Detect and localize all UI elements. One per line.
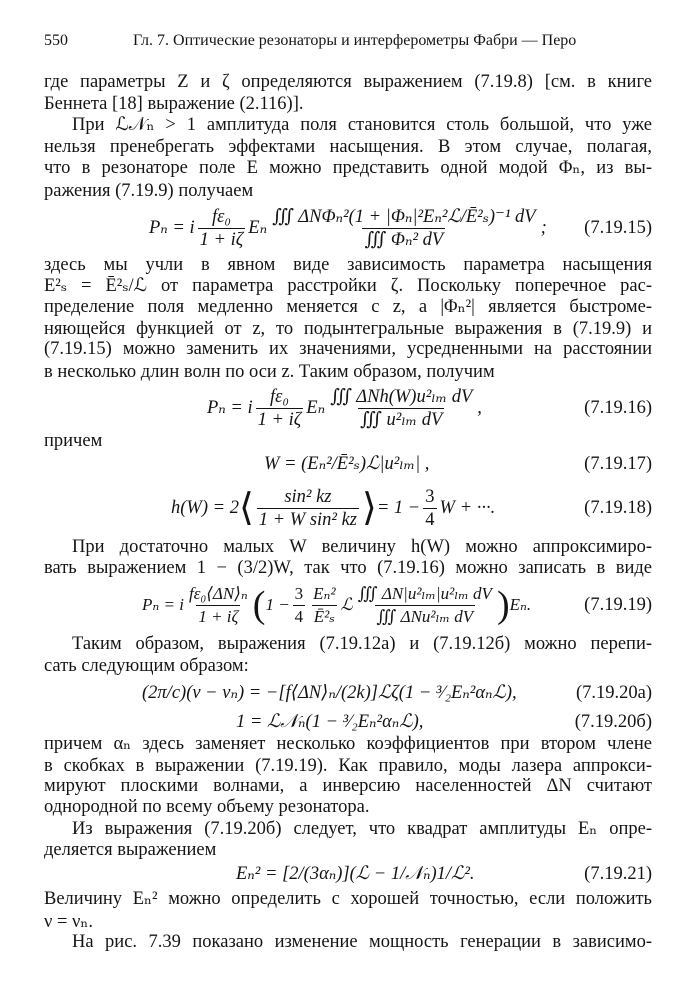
text-line: здесь мы учли в явном виде зависимость параметра насыщения <box>44 255 652 275</box>
eq-body: W = (Eₙ²/Ē²ₛ)ℒ|u²ₗₘ| , <box>264 454 430 474</box>
text-line: (7.19.15) можно заменить их значениями, усредненными на расстоянии <box>44 339 652 359</box>
equation-7-19-16 <box>207 385 652 431</box>
eq-punct: , <box>477 397 482 418</box>
text-line: вать выражением 1 − (3/2)W, так что (7.19.16) можно записать в виде <box>44 558 652 578</box>
fraction <box>328 387 474 430</box>
eq-term: 1 − <box>265 595 290 614</box>
fraction <box>293 584 306 627</box>
numerator: sin² kz <box>284 486 332 507</box>
text-line: Таким образом, выражения (7.19.12а) и (7.19.12б) можно перепи- <box>72 634 652 654</box>
fraction <box>311 584 337 627</box>
equation-number: (7.19.20б) <box>574 711 652 732</box>
fraction <box>423 487 436 530</box>
fraction <box>257 487 359 530</box>
text-line: в несколько длин волн по оси z. Таким образом, получим <box>44 362 495 382</box>
equation-7-19-17 <box>264 452 652 476</box>
denominator: 1 + iζ <box>198 606 239 626</box>
text-line: где параметры Z и ζ определяются выражением (7.19.8) [см. в книге <box>44 72 652 92</box>
text-line: При достаточно малых W величину h(W) можно аппроксимиро- <box>72 537 652 557</box>
fraction <box>198 207 246 250</box>
text-line: сать следующим образом: <box>44 656 249 676</box>
eq-lhs: h(W) = 2 <box>171 497 239 518</box>
fraction <box>187 584 250 627</box>
fraction <box>270 207 537 250</box>
numerator: fε₀⟨ΔN⟩ₙ <box>188 583 248 603</box>
equation-number: (7.19.19) <box>584 594 652 615</box>
eq-lhs: Pₙ = i <box>207 398 253 418</box>
text-line: нельзя пренебрегать эффектами насыщения. В этом случае, полагая, <box>44 137 652 157</box>
numerator: fε₀ <box>270 386 289 407</box>
numerator: 3 <box>425 486 435 507</box>
eq-term: Eₙ. <box>509 595 532 614</box>
angle-bracket-close: ⟩ <box>362 487 377 529</box>
text-line: Беннета [18] выражение (2.116)]. <box>44 94 304 114</box>
eq-body: (2π/c)(ν − νₙ) = −[f⟨ΔN⟩ₙ/(2k)]ℒζ(1 − ³⁄₂Eₙ²αₙℒ), <box>142 683 517 703</box>
text-line: Величину Eₙ² можно определить с хорошей точностью, если положить <box>44 889 652 909</box>
equation-7-19-20a <box>142 681 652 705</box>
eq-body: Eₙ² = [2/(3αₙ)](ℒ − 1/𝒩ₙ)1/ℒ². <box>236 864 475 884</box>
eq-lhs: Pₙ = i <box>142 595 184 614</box>
numerator: Eₙ² <box>313 583 336 603</box>
text-line: ражения (7.19.9) получаем <box>44 181 254 201</box>
equation-number: (7.19.21) <box>584 863 652 884</box>
equation-7-19-15 <box>149 205 652 251</box>
text-line: E²ₛ = Ē²ₛ/ℒ от параметра расстройки ζ. Поскольку поперечное рас- <box>44 276 652 296</box>
eq-rhs: = 1 − <box>376 497 421 518</box>
text-line: что в резонаторе поле E можно представить одной модой Φₙ, из вы- <box>44 158 652 178</box>
paren-open: ( <box>252 584 266 626</box>
equation-7-19-18 <box>171 485 652 531</box>
text-line: мируют плоскими волнами, а инверсию населенностей ΔN считают <box>44 776 652 796</box>
eq-punct: ; <box>540 217 547 238</box>
eq-term: ℒ <box>340 595 353 614</box>
equation-number: (7.19.18) <box>584 497 652 518</box>
numerator: ∭ ΔNh(W)u²ₗₘ dV <box>330 386 473 407</box>
equation-number: (7.19.15) <box>584 217 652 238</box>
angle-bracket-open: ⟨ <box>238 487 254 529</box>
text-line: На рис. 7.39 показано изменение мощность генерации в зависимо- <box>72 932 652 952</box>
fraction <box>256 387 304 430</box>
page-number: 550 <box>44 32 68 49</box>
eq-body: 1 = ℒ𝒩ₙ(1 − ³⁄₂Eₙ²αₙℒ), <box>236 712 424 732</box>
denominator: ∭ Φₙ² dV <box>364 229 444 250</box>
denominator: ∭ ΔNu²ₗₘ dV <box>376 606 474 626</box>
numerator: 3 <box>294 583 304 603</box>
equation-7-19-21 <box>236 862 652 886</box>
equation-number: (7.19.20а) <box>575 682 652 703</box>
text-line: однородной по всему объему резонатора. <box>44 797 370 817</box>
text-line: Из выражения (7.19.20б) следует, что квадрат амплитуды Eₙ опре- <box>72 819 652 839</box>
text-line: причем <box>44 431 103 451</box>
running-title: Гл. 7. Оптические резонаторы и интерферометры Фабри — Перо <box>133 32 577 49</box>
text-line: деляется выражением <box>44 840 217 860</box>
numerator: ∭ ΔN|u²ₗₘ|u²ₗₘ dV <box>357 583 492 603</box>
text-line: в скобках в выражении (7.19.19). Как правило, моды лазера аппрокси- <box>44 756 652 776</box>
eq-term: W + ···. <box>439 497 496 518</box>
text-line: няющейся функцией от z, то подынтегральные выражения в (7.19.9) и <box>44 319 652 339</box>
denominator: 1 + iζ <box>199 229 244 250</box>
eq-term: Eₙ <box>306 398 326 418</box>
text-line: пределение поля медленно меняется с z, а |Φₙ²| является быстроме- <box>44 297 652 317</box>
numerator: ∭ ΔNΦₙ²(1 + |Φₙ|²Eₙ²ℒ/Ē²ₛ)⁻¹ dV <box>272 206 536 227</box>
text-line: ν = νₙ. <box>44 912 94 932</box>
denominator: ∭ u²ₗₘ dV <box>360 409 443 430</box>
paren-close: ) <box>496 584 510 626</box>
equation-7-19-19 <box>142 582 652 628</box>
fraction <box>356 584 494 627</box>
numerator: fε₀ <box>212 206 231 227</box>
denominator: 1 + iζ <box>257 409 302 430</box>
equation-number: (7.19.17) <box>584 453 652 474</box>
denominator: 4 <box>425 509 435 530</box>
text-line: При ℒ𝒩ₙ > 1 амплитуда поля становится столь большой, что уже <box>72 115 652 135</box>
denominator: 1 + W sin² kz <box>258 509 357 530</box>
denominator: 4 <box>294 606 304 626</box>
eq-term: Eₙ <box>248 218 268 238</box>
eq-lhs: Pₙ = i <box>149 218 195 238</box>
equation-number: (7.19.16) <box>584 397 652 418</box>
text-line: причем αₙ здесь заменяет несколько коэффициентов при втором члене <box>44 734 652 754</box>
denominator: Ē²ₛ <box>313 606 335 626</box>
equation-7-19-20b <box>236 710 652 734</box>
